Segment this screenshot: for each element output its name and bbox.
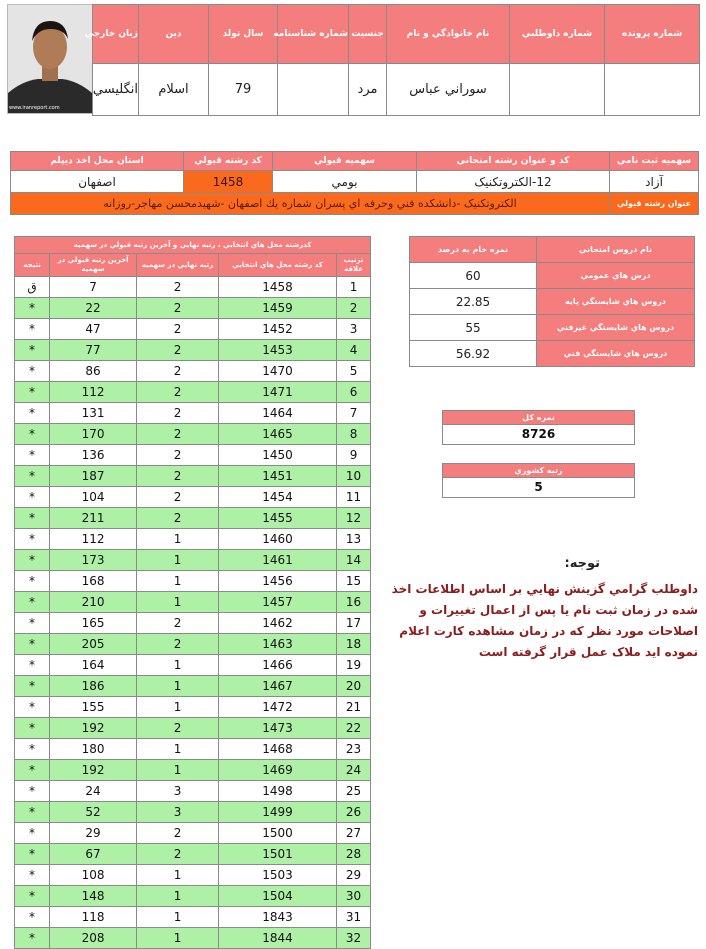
choice-code: 1467 (219, 676, 337, 697)
choice-last-rank: 29 (50, 823, 137, 844)
choice-result: * (15, 298, 50, 319)
header-file-number: شماره پرونده (605, 5, 700, 64)
choice-row (15, 403, 371, 424)
photo-watermark: www.iranreport.com (9, 105, 60, 111)
choice-result: * (15, 928, 50, 949)
choice-final-rank: 2 (137, 298, 219, 319)
choice-row (15, 592, 371, 613)
choice-code: 1465 (219, 424, 337, 445)
birth-year: 79 (209, 64, 278, 116)
choice-row (15, 718, 371, 739)
choice-result: * (15, 529, 50, 550)
choice-order: 14 (337, 550, 371, 571)
admission-header-row (11, 152, 699, 171)
choices-header-row (15, 254, 371, 277)
choice-result: * (15, 571, 50, 592)
score-value: 22.85 (410, 289, 537, 315)
choice-result: * (15, 487, 50, 508)
choice-code: 1499 (219, 802, 337, 823)
choice-code: 1464 (219, 403, 337, 424)
choice-code: 1455 (219, 508, 337, 529)
choice-last-rank: 187 (50, 466, 137, 487)
choice-code: 1462 (219, 613, 337, 634)
choice-row (15, 277, 371, 298)
choice-code: 1450 (219, 445, 337, 466)
choice-final-rank: 1 (137, 529, 219, 550)
choice-row (15, 781, 371, 802)
choice-last-rank: 108 (50, 865, 137, 886)
person-photo-icon (8, 5, 92, 113)
header-gender: جنسيت (349, 5, 387, 64)
choice-order: 20 (337, 676, 371, 697)
choice-row (15, 424, 371, 445)
header-accepted-code: کد رشته قبولي (184, 152, 273, 171)
exam-field: 12-الکتروتکنيک (417, 171, 610, 193)
header-candidate-number: شماره داوطلبي (510, 5, 605, 64)
choice-final-rank: 2 (137, 823, 219, 844)
choice-last-rank: 112 (50, 529, 137, 550)
choice-result: ق (15, 277, 50, 298)
choice-result: * (15, 844, 50, 865)
choice-final-rank: 1 (137, 655, 219, 676)
choice-code: 1453 (219, 340, 337, 361)
header-choice-code: کد رشته محل هاي انتخابي (219, 254, 337, 277)
choice-last-rank: 210 (50, 592, 137, 613)
file-number (605, 64, 700, 116)
scores-table (409, 236, 695, 367)
choice-result: * (15, 802, 50, 823)
choice-code: 1844 (219, 928, 337, 949)
choice-last-rank: 205 (50, 634, 137, 655)
choice-row (15, 466, 371, 487)
choice-final-rank: 1 (137, 760, 219, 781)
choice-order: 10 (337, 466, 371, 487)
choice-order: 5 (337, 361, 371, 382)
choice-final-rank: 2 (137, 340, 219, 361)
score-value: 55 (410, 315, 537, 341)
choice-code: 1472 (219, 697, 337, 718)
choice-final-rank: 2 (137, 277, 219, 298)
score-row (410, 341, 695, 367)
choice-code: 1468 (219, 739, 337, 760)
header-final-rank: رتبه نهايي در سهميه (137, 254, 219, 277)
applicant-value-row (93, 64, 700, 116)
choice-order: 23 (337, 739, 371, 760)
score-value: 60 (410, 263, 537, 289)
choice-code: 1503 (219, 865, 337, 886)
choice-last-rank: 168 (50, 571, 137, 592)
choice-order: 25 (337, 781, 371, 802)
choice-final-rank: 2 (137, 844, 219, 865)
choice-result: * (15, 403, 50, 424)
notice-title: توجه: (564, 556, 600, 571)
choice-code: 1843 (219, 907, 337, 928)
choice-order: 18 (337, 634, 371, 655)
choice-final-rank: 2 (137, 508, 219, 529)
scores-header-row (410, 237, 695, 263)
choice-order: 16 (337, 592, 371, 613)
choice-order: 7 (337, 403, 371, 424)
choice-final-rank: 2 (137, 382, 219, 403)
score-value: 56.92 (410, 341, 537, 367)
id-number (278, 64, 349, 116)
choice-row (15, 697, 371, 718)
choice-final-rank: 1 (137, 928, 219, 949)
choice-last-rank: 136 (50, 445, 137, 466)
choice-final-rank: 1 (137, 739, 219, 760)
choice-last-rank: 165 (50, 613, 137, 634)
choice-final-rank: 2 (137, 466, 219, 487)
choice-final-rank: 1 (137, 697, 219, 718)
choice-order: 12 (337, 508, 371, 529)
choice-row (15, 571, 371, 592)
choice-final-rank: 1 (137, 550, 219, 571)
choice-result: * (15, 865, 50, 886)
foreign-language: انگليسي (93, 64, 139, 116)
choice-result: * (15, 760, 50, 781)
choice-last-rank: 192 (50, 760, 137, 781)
field-title-row (11, 193, 699, 215)
choice-row (15, 613, 371, 634)
choice-code: 1498 (219, 781, 337, 802)
accepted-code: 1458 (184, 171, 273, 193)
choice-result: * (15, 676, 50, 697)
header-subject: نام دروس امتحاني (537, 237, 695, 263)
choice-last-rank: 52 (50, 802, 137, 823)
choice-final-rank: 1 (137, 886, 219, 907)
choice-result: * (15, 424, 50, 445)
choice-order: 15 (337, 571, 371, 592)
choice-final-rank: 2 (137, 319, 219, 340)
applicant-photo (7, 4, 93, 114)
choice-last-rank: 77 (50, 340, 137, 361)
choice-last-rank: 131 (50, 403, 137, 424)
choice-row (15, 823, 371, 844)
choice-final-rank: 2 (137, 613, 219, 634)
choice-result: * (15, 781, 50, 802)
choice-row (15, 382, 371, 403)
choice-order: 2 (337, 298, 371, 319)
choice-order: 1 (337, 277, 371, 298)
choice-final-rank: 1 (137, 676, 219, 697)
choice-last-rank: 47 (50, 319, 137, 340)
choice-row (15, 655, 371, 676)
choice-order: 31 (337, 907, 371, 928)
religion: اسلام (139, 64, 209, 116)
choice-row (15, 928, 371, 949)
field-title-value: الکتروتکنيک -دانشکده فني وحرفه اي پسران شماره يك اصفهان -شهيدمحسن مهاجر-روزانه (11, 193, 610, 215)
choices-title-row (15, 237, 371, 254)
choice-code: 1459 (219, 298, 337, 319)
admission-value-row (11, 171, 699, 193)
choice-code: 1461 (219, 550, 337, 571)
choice-order: 19 (337, 655, 371, 676)
score-row (410, 263, 695, 289)
candidate-number (510, 64, 605, 116)
choice-code: 1470 (219, 361, 337, 382)
notice-body: داوطلب گرامي گزينش نهايي بر اساس اطلاعات اخذ شده در زمان ثبت نام يا پس از اعمال تغييرات و اصلاحات مورد نظر كه در زمان مشاهده كارت اعلام نموده ايد ملاک عمل قرار گرفته است (391, 582, 698, 659)
choice-row (15, 844, 371, 865)
choice-code: 1454 (219, 487, 337, 508)
score-subject: درس هاي عمومي (537, 263, 695, 289)
choice-code: 1469 (219, 760, 337, 781)
choice-final-rank: 1 (137, 907, 219, 928)
choice-final-rank: 2 (137, 424, 219, 445)
total-score-value: 8726 (443, 424, 634, 444)
score-subject: دروس هاي شايستگي پايه (537, 289, 695, 315)
header-diploma-province: استان محل اخذ ديپلم (11, 152, 184, 171)
choice-order: 9 (337, 445, 371, 466)
choice-result: * (15, 655, 50, 676)
choice-final-rank: 1 (137, 865, 219, 886)
choice-last-rank: 118 (50, 907, 137, 928)
choice-code: 1504 (219, 886, 337, 907)
header-id-number: شماره شناسنامه (278, 5, 349, 64)
full-name: سوراني عباس (387, 64, 510, 116)
choice-code: 1473 (219, 718, 337, 739)
notice (373, 556, 698, 663)
choice-result: * (15, 361, 50, 382)
choice-last-rank: 148 (50, 886, 137, 907)
choice-final-rank: 2 (137, 445, 219, 466)
header-raw-score: نمره خام به درصد (410, 237, 537, 263)
choice-last-rank: 173 (50, 550, 137, 571)
choice-result: * (15, 886, 50, 907)
choice-row (15, 865, 371, 886)
choice-order: 8 (337, 424, 371, 445)
choice-result: * (15, 613, 50, 634)
choice-final-rank: 2 (137, 487, 219, 508)
choice-last-rank: 22 (50, 298, 137, 319)
header-religion: دين (139, 5, 209, 64)
choice-result: * (15, 592, 50, 613)
accepted-quota: بومي (273, 171, 417, 193)
choice-row (15, 445, 371, 466)
choice-result: * (15, 340, 50, 361)
score-row (410, 315, 695, 341)
national-rank-box (442, 463, 635, 498)
choice-row (15, 739, 371, 760)
choice-final-rank: 3 (137, 802, 219, 823)
score-subject: دروس هاي شايستگي غيرفني (537, 315, 695, 341)
score-row (410, 289, 695, 315)
header-order: ترتيب علاقه (337, 254, 371, 277)
choice-last-rank: 24 (50, 781, 137, 802)
choice-row (15, 361, 371, 382)
header-exam-field: کد و عنوان رشته امتحاني (417, 152, 610, 171)
choice-row (15, 298, 371, 319)
choice-code: 1457 (219, 592, 337, 613)
choice-result: * (15, 445, 50, 466)
choice-last-rank: 86 (50, 361, 137, 382)
header-birth-year: سال تولد (209, 5, 278, 64)
choice-result: * (15, 718, 50, 739)
choice-code: 1460 (219, 529, 337, 550)
choice-order: 27 (337, 823, 371, 844)
choice-last-rank: 170 (50, 424, 137, 445)
choices-title: کدرشته محل هاي انتخابي ، رتبه نهايي و آخرين رتبه قبولي در سهميه (15, 237, 371, 254)
choice-order: 30 (337, 886, 371, 907)
choice-last-rank: 186 (50, 676, 137, 697)
choice-final-rank: 2 (137, 361, 219, 382)
choice-code: 1463 (219, 634, 337, 655)
choice-final-rank: 2 (137, 403, 219, 424)
choice-final-rank: 3 (137, 781, 219, 802)
field-title-label: عنوان رشته قبولي (610, 193, 699, 215)
choice-last-rank: 104 (50, 487, 137, 508)
choice-result: * (15, 550, 50, 571)
choice-order: 24 (337, 760, 371, 781)
choice-order: 13 (337, 529, 371, 550)
choice-row (15, 802, 371, 823)
choice-code: 1458 (219, 277, 337, 298)
choice-row (15, 319, 371, 340)
choice-order: 28 (337, 844, 371, 865)
choice-code: 1501 (219, 844, 337, 865)
choice-order: 6 (337, 382, 371, 403)
choice-final-rank: 1 (137, 592, 219, 613)
choice-result: * (15, 823, 50, 844)
national-rank-value: 5 (443, 477, 634, 497)
choice-order: 3 (337, 319, 371, 340)
choice-order: 21 (337, 697, 371, 718)
choice-row (15, 676, 371, 697)
choice-code: 1451 (219, 466, 337, 487)
choice-row (15, 760, 371, 781)
diploma-province: اصفهان (11, 171, 184, 193)
choice-order: 32 (337, 928, 371, 949)
gender: مرد (349, 64, 387, 116)
choice-result: * (15, 466, 50, 487)
choice-order: 26 (337, 802, 371, 823)
choice-result: * (15, 634, 50, 655)
score-subject: دروس هاي شايستگي فني (537, 341, 695, 367)
choice-order: 17 (337, 613, 371, 634)
choices-table (14, 236, 371, 949)
choice-order: 4 (337, 340, 371, 361)
choice-final-rank: 2 (137, 718, 219, 739)
applicant-header-row (93, 5, 700, 64)
choice-last-rank: 155 (50, 697, 137, 718)
national-rank-label: رتبه کشوري (443, 464, 634, 477)
choice-row (15, 550, 371, 571)
choice-row (15, 487, 371, 508)
choice-row (15, 340, 371, 361)
choice-result: * (15, 697, 50, 718)
choice-row (15, 508, 371, 529)
choice-result: * (15, 319, 50, 340)
choice-code: 1471 (219, 382, 337, 403)
choice-row (15, 634, 371, 655)
choice-last-rank: 67 (50, 844, 137, 865)
choice-result: * (15, 739, 50, 760)
total-score-box (442, 410, 635, 445)
choice-last-rank: 7 (50, 277, 137, 298)
choice-code: 1500 (219, 823, 337, 844)
choice-row (15, 529, 371, 550)
header-result: نتيجه (15, 254, 50, 277)
choice-row (15, 907, 371, 928)
choice-order: 29 (337, 865, 371, 886)
choice-final-rank: 1 (137, 571, 219, 592)
choice-last-rank: 112 (50, 382, 137, 403)
registration-quota: آزاد (610, 171, 699, 193)
choice-code: 1452 (219, 319, 337, 340)
header-accepted-quota: سهميه قبولي (273, 152, 417, 171)
choice-final-rank: 2 (137, 634, 219, 655)
choice-result: * (15, 382, 50, 403)
choice-row (15, 886, 371, 907)
choice-last-rank: 180 (50, 739, 137, 760)
header-full-name: نام خانوادگي و نام (387, 5, 510, 64)
choice-result: * (15, 508, 50, 529)
header-registration-quota: سهميه ثبت نامي (610, 152, 699, 171)
choice-last-rank: 164 (50, 655, 137, 676)
choices-body (15, 277, 371, 949)
choice-code: 1466 (219, 655, 337, 676)
total-score-label: نمره کل (443, 411, 634, 424)
admission-table (10, 151, 699, 215)
applicant-info-table (84, 4, 700, 116)
choice-last-rank: 211 (50, 508, 137, 529)
choice-result: * (15, 907, 50, 928)
choice-last-rank: 192 (50, 718, 137, 739)
choice-code: 1456 (219, 571, 337, 592)
scores-body (410, 263, 695, 367)
choice-order: 11 (337, 487, 371, 508)
choice-order: 22 (337, 718, 371, 739)
choice-last-rank: 208 (50, 928, 137, 949)
header-foreign-language: زبان خارجي (93, 5, 139, 64)
header-last-rank: آخرين رتبه قبولي در سهميه (50, 254, 137, 277)
